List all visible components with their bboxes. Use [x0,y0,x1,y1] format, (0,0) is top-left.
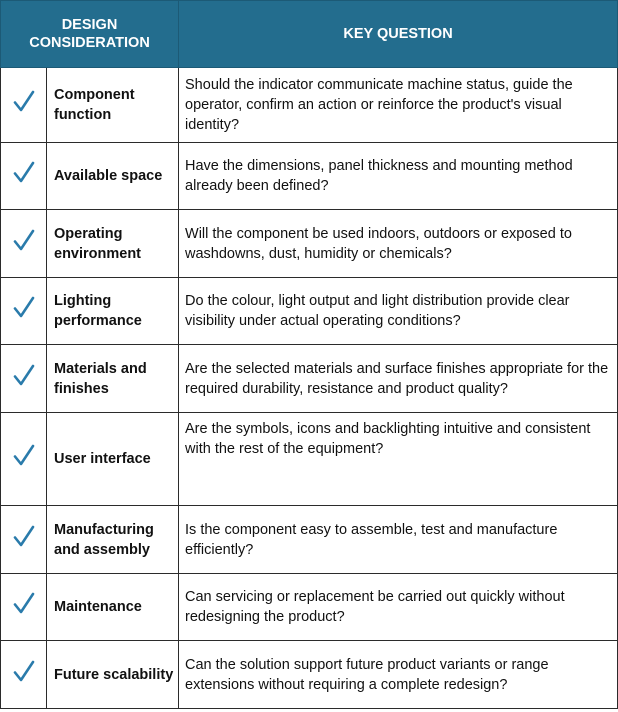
checkmark-icon [11,89,37,115]
checkmark-icon [11,363,37,389]
consideration-cell: Manufacturing and assembly [47,506,179,574]
check-cell [1,278,47,345]
table-row [1,641,618,709]
table-row [1,413,618,506]
checkmark-icon [11,443,37,469]
check-cell [1,345,47,413]
header-key-question: KEY QUESTION [179,1,618,68]
consideration-cell: Maintenance [47,574,179,641]
checkmark-icon [11,295,37,321]
checkmark-icon [11,160,37,186]
check-cell [1,574,47,641]
table-row [1,574,618,641]
question-cell: Is the component easy to assemble, test and manufacture efficiently? [179,506,618,574]
question-cell: Can the solution support future product variants or range extensions without requiring a complete redesign? [179,641,618,709]
consideration-cell: User interface [47,413,179,506]
header-consideration-line2: CONSIDERATION [29,35,150,51]
check-cell [1,506,47,574]
checkmark-icon [11,524,37,550]
question-cell: Should the indicator communicate machine status, guide the operator, confirm an action or reinforce the product's visual identity? [179,68,618,143]
check-cell [1,413,47,506]
check-cell [1,68,47,143]
consideration-cell: Lighting performance [47,278,179,345]
table-row [1,210,618,278]
header-row [1,1,618,68]
checkmark-icon [11,228,37,254]
table-row [1,278,618,345]
table-row [1,68,618,143]
header-consideration-line1: DESIGN [61,17,118,33]
checkmark-icon [11,591,37,617]
consideration-cell: Available space [47,143,179,210]
table-row [1,345,618,413]
header-design-consideration [1,1,179,68]
question-cell: Do the colour, light output and light distribution provide clear visibility under actual operating conditions? [179,278,618,345]
checkmark-icon [11,659,37,685]
table-row [1,143,618,210]
check-cell [1,143,47,210]
consideration-cell: Materials and finishes [47,345,179,413]
question-cell: Are the symbols, icons and backlighting intuitive and consistent with the rest of the equipment? [179,413,618,506]
question-cell: Are the selected materials and surface finishes appropriate for the required durability, resistance and product quality? [179,345,618,413]
question-cell: Can servicing or replacement be carried out quickly without redesigning the product? [179,574,618,641]
consideration-cell: Operating environment [47,210,179,278]
consideration-cell: Component function [47,68,179,143]
question-cell: Will the component be used indoors, outdoors or exposed to washdowns, dust, humidity or chemicals? [179,210,618,278]
check-cell [1,641,47,709]
table-row [1,506,618,574]
check-cell [1,210,47,278]
question-cell: Have the dimensions, panel thickness and mounting method already been defined? [179,143,618,210]
consideration-cell: Future scalability [47,641,179,709]
